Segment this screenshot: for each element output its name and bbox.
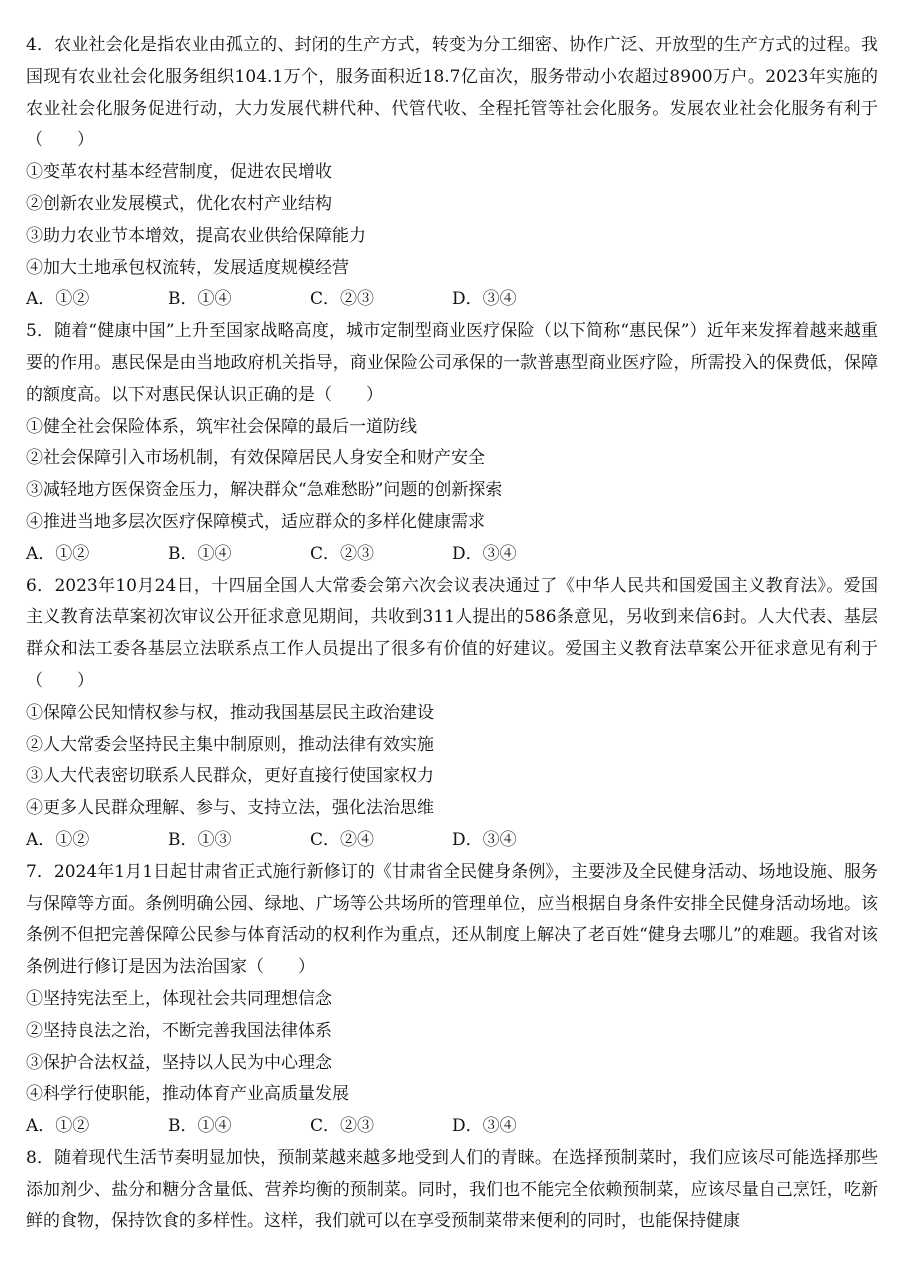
answer-choices (26, 825, 878, 857)
choice-d: D．③④ (452, 1116, 517, 1137)
question-6 (26, 571, 878, 857)
choice-b: B．①③ (168, 829, 232, 850)
choice-c: C．②③ (310, 1116, 375, 1137)
option-statement: ②坚持良法之治，不断完善我国法律体系 (26, 1020, 332, 1041)
question-5 (26, 316, 878, 570)
choice-c: C．②④ (310, 829, 375, 850)
question-stem: 6．2023年10月24日，十四届全国人大常委会第六次会议表决通过了《中华人民共和国爱国主义教育法》。爱国主义教育法草案初次审议公开征求意见期间，共收到311人提出的586条意见，另收到来信6封。人大代表、基层群众和法工委各基层立法联系点工作人员提出了很多有价值的好建议。爱国主义教育法草案公开征求意见有利于（ ） (26, 575, 878, 691)
option-statement: ③减轻地方医保资金压力，解决群众“急难愁盼”问题的创新探索 (26, 480, 503, 501)
question-stem: 5．随着“健康中国”上升至国家战略高度，城市定制型商业医疗保险（以下简称“惠民保”）近年来发挥着越来越重要的作用。惠民保是由当地政府机关指导，商业保险公司承保的一款普惠型商业医疗险，所需投入的保费低，保障的额度高。以下对惠民保认识正确的是（ ） (26, 321, 878, 405)
option-statement: ①坚持宪法至上，体现社会共同理想信念 (26, 988, 332, 1009)
option-statement: ③助力农业节本增效，提高农业供给保障能力 (26, 225, 366, 246)
option-statement: ④推进当地多层次医疗保障模式，适应群众的多样化健康需求 (26, 511, 485, 532)
question-4 (26, 30, 878, 316)
answer-choices (26, 1111, 878, 1143)
answer-choices (26, 284, 878, 316)
question-7 (26, 857, 878, 1143)
question-stem: 8．随着现代生活节奏明显加快，预制菜越来越多地受到人们的青睐。在选择预制菜时，我们应该尽可能选择那些添加剂少、盐分和糖分含量低、营养均衡的预制菜。同时，我们也不能完全依赖预制菜，应该尽量自己烹饪，吃新鲜的食物，保持饮食的多样性。这样，我们就可以在享受预制菜带来便利的同时，也能保持健康 (26, 1147, 878, 1232)
option-statement: ③保护合法权益，坚持以人民为中心理念 (26, 1052, 332, 1073)
answer-choices (26, 539, 878, 571)
choice-d: D．③④ (452, 829, 517, 850)
choice-a: A．①② (26, 829, 90, 850)
option-statement: ④科学行使职能，推动体育产业高质量发展 (26, 1084, 349, 1105)
choice-b: B．①④ (168, 1116, 232, 1137)
choice-d: D．③④ (452, 543, 517, 564)
option-statement: ②人大常委会坚持民主集中制原则，推动法律有效实施 (26, 734, 434, 755)
option-statement: ①保障公民知情权参与权，推动我国基层民主政治建设 (26, 702, 434, 723)
option-statement: ②社会保障引入市场机制，有效保障居民人身安全和财产安全 (26, 448, 485, 469)
question-stem: 7．2024年1月1日起甘肃省正式施行新修订的《甘肃省全民健身条例》，主要涉及全民健身活动、场地设施、服务与保障等方面。条例明确公园、绿地、广场等公共场所的管理单位，应当根据自身条件安排全民健身活动场地。该条例不但把完善保障公民参与体育活动的权利作为重点，还从制度上解决了老百姓“健身去哪儿”的难题。我省对该条例进行修订是因为法治国家（ ） (26, 861, 878, 978)
choice-d: D．③④ (452, 289, 517, 310)
choice-c: C．②③ (310, 289, 375, 310)
question-8 (26, 1143, 878, 1238)
option-statement: ②创新农业发展模式，优化农村产业结构 (26, 193, 332, 214)
option-statement: ④更多人民群众理解、参与、支持立法，强化法治思维 (26, 798, 434, 819)
question-stem: 4．农业社会化是指农业由孤立的、封闭的生产方式，转变为分工细密、协作广泛、开放型的生产方式的过程。我国现有农业社会化服务组织104.1万个，服务面积近18.7亿亩次，服务带动小农超过8900万户。2023年实施的农业社会化服务促进行动，大力发展代耕代种、代管代收、全程托管等社会化服务。发展农业社会化服务有利于（ ） (26, 35, 878, 151)
choice-b: B．①④ (168, 289, 232, 310)
choice-a: A．①② (26, 289, 90, 310)
option-statement: ③人大代表密切联系人民群众，更好直接行使国家权力 (26, 766, 434, 787)
choice-b: B．①④ (168, 543, 232, 564)
option-statement: ④加大土地承包权流转，发展适度规模经营 (26, 257, 349, 278)
option-statement: ①健全社会保险体系，筑牢社会保障的最后一道防线 (26, 416, 417, 437)
document-page (26, 30, 878, 1238)
option-statement: ①变革农村基本经营制度，促进农民增收 (26, 162, 332, 183)
choice-c: C．②③ (310, 543, 375, 564)
choice-a: A．①② (26, 543, 90, 564)
choice-a: A．①② (26, 1116, 90, 1137)
